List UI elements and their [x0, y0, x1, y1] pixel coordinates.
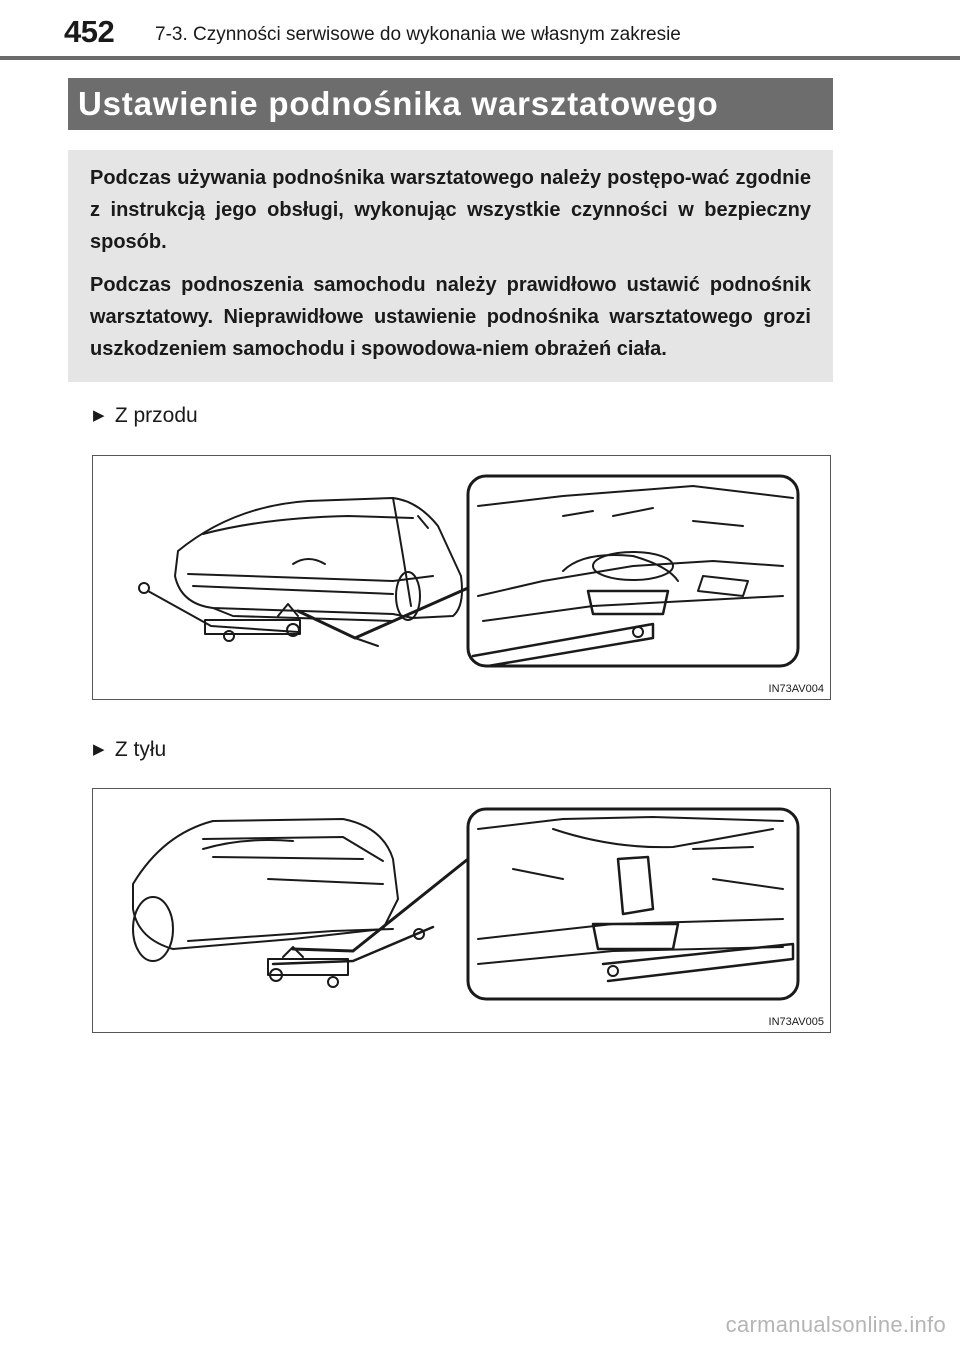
warning-box: [68, 150, 833, 382]
figure-label-front: [93, 404, 198, 428]
triangle-right-icon: ▶: [93, 407, 105, 424]
rear-lift-illustration: [93, 789, 832, 1034]
watermark: carmanualsonline.info: [725, 1312, 946, 1337]
front-lift-illustration: [93, 456, 832, 701]
page-header: [0, 0, 960, 60]
header-rule: [0, 56, 960, 60]
figure-label-text: Z przodu: [114, 404, 198, 427]
triangle-right-icon: ▶: [93, 741, 105, 758]
figure-rear: [92, 788, 831, 1033]
figure-label-text: Z tyłu: [114, 738, 167, 761]
warning-paragraph-1: Podczas używania podnośnika warsztatowego należy postępo-wać zgodnie z instrukcją jego obsługi, wykonując wszystkie czynności w bezpieczny sposób.: [90, 167, 811, 253]
page-number: 452: [64, 14, 115, 49]
figure-front: [92, 455, 831, 700]
figure-code: IN73AV005: [768, 1016, 824, 1028]
warning-paragraph-2: Podczas podnoszenia samochodu należy prawidłowo ustawić podnośnik warsztatowy. Nieprawidłowe ustawienie podnośnika warsztatowego grozi uszkodzeniem samochodu i spowodowa-niem obrażeń ciała.: [90, 274, 811, 360]
section-title-band: [68, 78, 833, 130]
figure-label-rear: [93, 738, 166, 762]
section-title: Ustawienie podnośnika warsztatowego: [78, 85, 719, 122]
figure-code: IN73AV004: [768, 683, 824, 695]
chapter-title: 7-3. Czynności serwisowe do wykonania we własnym zakresie: [155, 24, 681, 45]
